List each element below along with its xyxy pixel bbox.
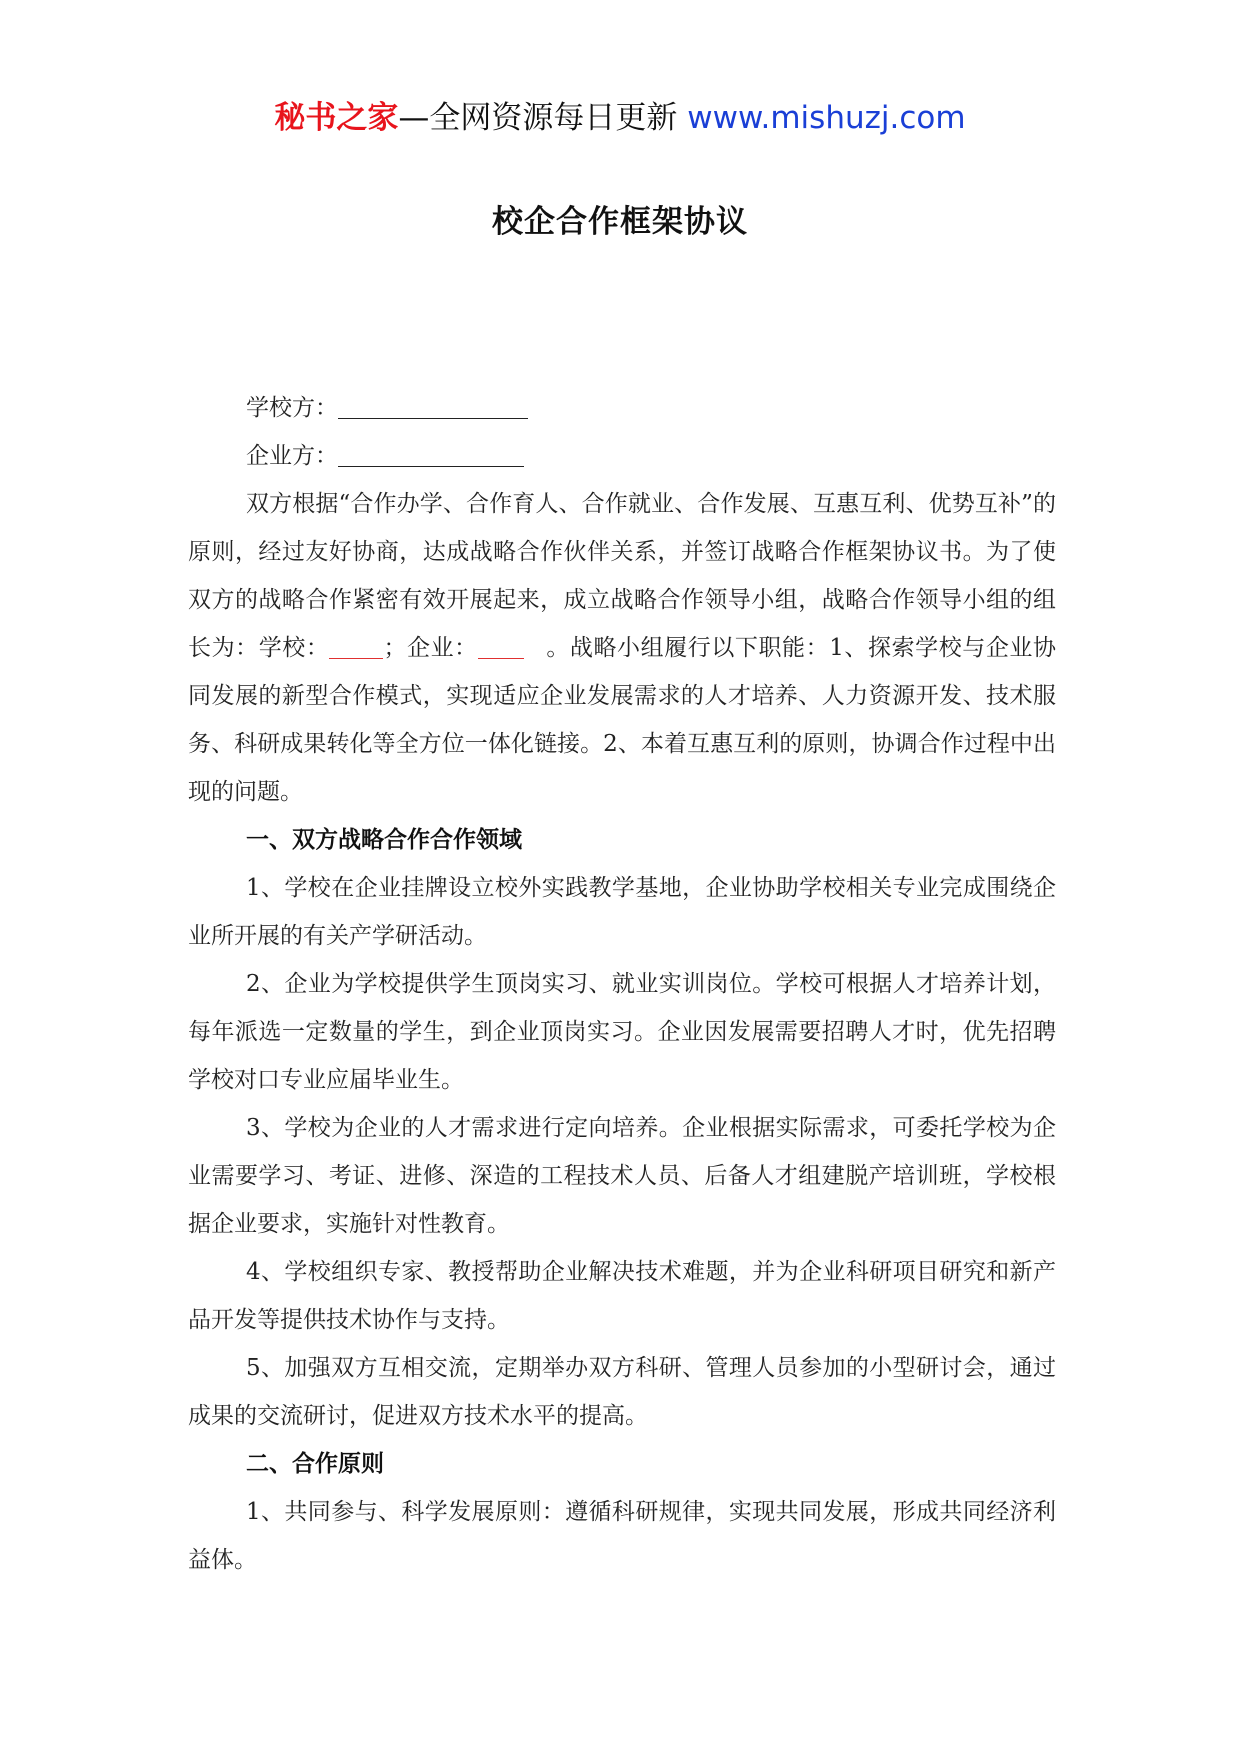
section-2-item: 1、共同参与、科学发展原则：遵循科研规律，实现共同发展，形成共同经济利益体。 [188, 1499, 1056, 1573]
intro-text-3: 。战略小组履行以下职能：1、探索学校与企业协同发展的新型合作模式，实现适应企业发展需求的人才培养、人力资源开发、技术服务、科研成果转化等全方位一体化链接。2、本着互惠互利的原则，协调合作过程中出现的问题。 [188, 635, 1057, 805]
site-url-link[interactable]: www.mishuzj.com [687, 100, 966, 136]
brand-name: 秘书之家 [274, 100, 399, 136]
intro-text-1: 双方根据“合作办学、合作育人、合作就业、合作发展、互惠互利、优势互补”的原则，经过友好协商，达成战略合作伙伴关系，并签订战略合作框架协议书。为了使双方的战略合作紧密有效开展起来，成立战略合作领导小组，战略合作领导小组的组长为：学校： [188, 491, 1056, 661]
section-1-heading: 一、双方战略合作合作领域 [246, 827, 522, 853]
school-field [188, 384, 1056, 432]
section-1-item: 1、学校在企业挂牌设立校外实践教学基地，企业协助学校相关专业完成围绕企业所开展的有关产学研活动。 [188, 875, 1056, 949]
document-body [188, 384, 1056, 1584]
company-label: 企业方： [246, 443, 338, 469]
site-header [0, 98, 1240, 138]
school-leader-blank [329, 632, 383, 659]
company-leader-blank [478, 632, 524, 659]
intro-text-2: ；企业： [383, 635, 478, 661]
section-1-item: 3、学校为企业的人才需求进行定向培养。企业根据实际需求，可委托学校为企业需要学习、考证、进修、深造的工程技术人员、后备人才组建脱产培训班，学校根据企业要求，实施针对性教育。 [188, 1115, 1056, 1237]
section-1-item: 2、企业为学校提供学生顶岗实习、就业实训岗位。学校可根据人才培养计划，每年派选一定数量的学生，到企业顶岗实习。企业因发展需要招聘人才时，优先招聘学校对口专业应届毕业生。 [188, 971, 1056, 1093]
document-title: 校企合作框架协议 [492, 204, 748, 240]
section-1-item: 4、学校组织专家、教授帮助企业解决技术难题，并为企业科研项目研究和新产品开发等提供技术协作与支持。 [188, 1259, 1056, 1333]
section-2-heading: 二、合作原则 [246, 1451, 384, 1477]
company-blank [338, 440, 524, 467]
header-slogan: —全网资源每日更新 [398, 100, 678, 136]
school-label: 学校方： [246, 395, 338, 421]
school-blank [338, 392, 528, 419]
company-field [188, 432, 1056, 480]
section-1-item: 5、加强双方互相交流，定期举办双方科研、管理人员参加的小型研讨会，通过成果的交流研讨，促进双方技术水平的提高。 [188, 1355, 1056, 1429]
intro-paragraph [188, 480, 1056, 816]
